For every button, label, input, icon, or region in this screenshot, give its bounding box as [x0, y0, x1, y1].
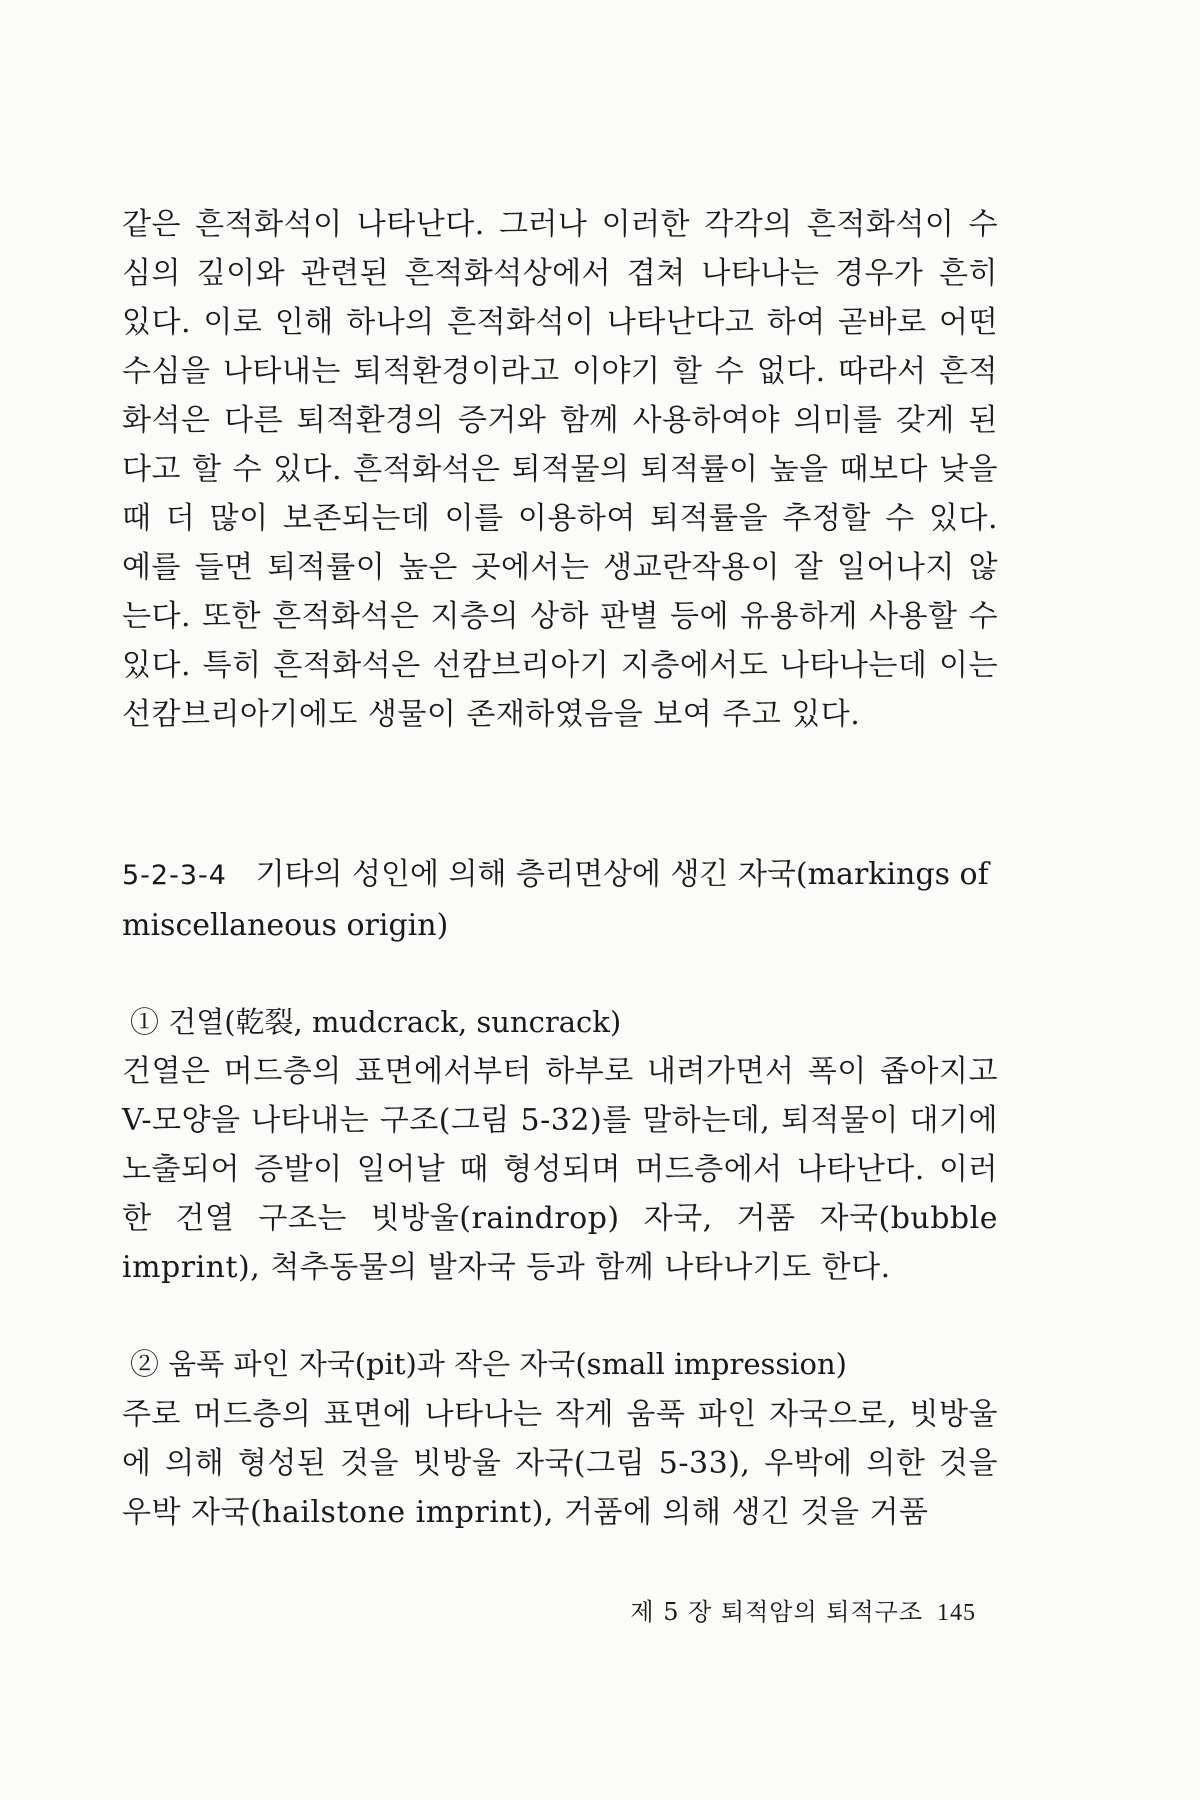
- paragraph-trace-fossils: 같은 흔적화석이 나타난다. 그러나 이러한 각각의 흔적화석이 수심의 깊이와 관련된 흔적화석상에서 겹쳐 나타나는 경우가 흔히 있다. 이로 인해 하나의 흔적화석이 나타난다고 하여 곧바로 어떤 수심을 나타내는 퇴적환경이라고 이야기 할 수 없다. 따라서 흔적화석은 다른 퇴적환경의 증거와 함께 사용하여야 의미를 갖게 된다고 할 수 있다. 흔적화석은 퇴적물의 퇴적률이 높을 때보다 낮을 때 더 많이 보존되는데 이를 이용하여 퇴적률을 추정할 수 있다. 예를 들면 퇴적률이 높은 곳에서는 생교란작용이 잘 일어나지 않는다. 또한 흔적화석은 지층의 상하 판별 등에 유용하게 사용할 수 있다. 특히 흔적화석은 선캄브리아기 지층에서도 나타나는데 이는 선캄브리아기에도 생물이 존재하였음을 보여 주고 있다.: [122, 207, 998, 732]
- page-footer: [630, 1592, 976, 1627]
- section-number: 5-2-3-4: [122, 860, 227, 891]
- paragraph-pit: 주로 머드층의 표면에 나타나는 작게 움푹 파인 자국으로, 빗방울에 의해 형성된 것을 빗방울 자국(그림 5-33), 우박에 의한 것을 우박 자국(hailstone imprint), 거품에 의해 생긴 것을 거품: [122, 1397, 998, 1530]
- subsection-heading-mudcrack: ① 건열(乾裂, mudcrack, suncrack): [130, 1005, 622, 1039]
- section-title: 기타의 성인에 의해 층리면상에 생긴 자국(markings of miscellaneous origin): [122, 857, 989, 943]
- chapter-title: 제 5 장 퇴적암의 퇴적구조: [630, 1598, 923, 1626]
- section-heading: [122, 850, 1002, 951]
- page-number: 145: [937, 1600, 976, 1626]
- paragraph-mudcrack: 건열은 머드층의 표면에서부터 하부로 내려가면서 폭이 좁아지고 V-모양을 나타내는 구조(그림 5-32)를 말하는데, 퇴적물이 대기에 노출되어 증발이 일어날 때 형성되며 머드층에서 나타난다. 이러한 건열 구조는 빗방울(raindrop) 자국, 거품 자국(bubble imprint), 척추동물의 발자국 등과 함께 나타나기도 한다.: [122, 1054, 998, 1285]
- subsection-heading-pit: ② 움푹 파인 자국(pit)과 작은 자국(small impression): [130, 1347, 847, 1381]
